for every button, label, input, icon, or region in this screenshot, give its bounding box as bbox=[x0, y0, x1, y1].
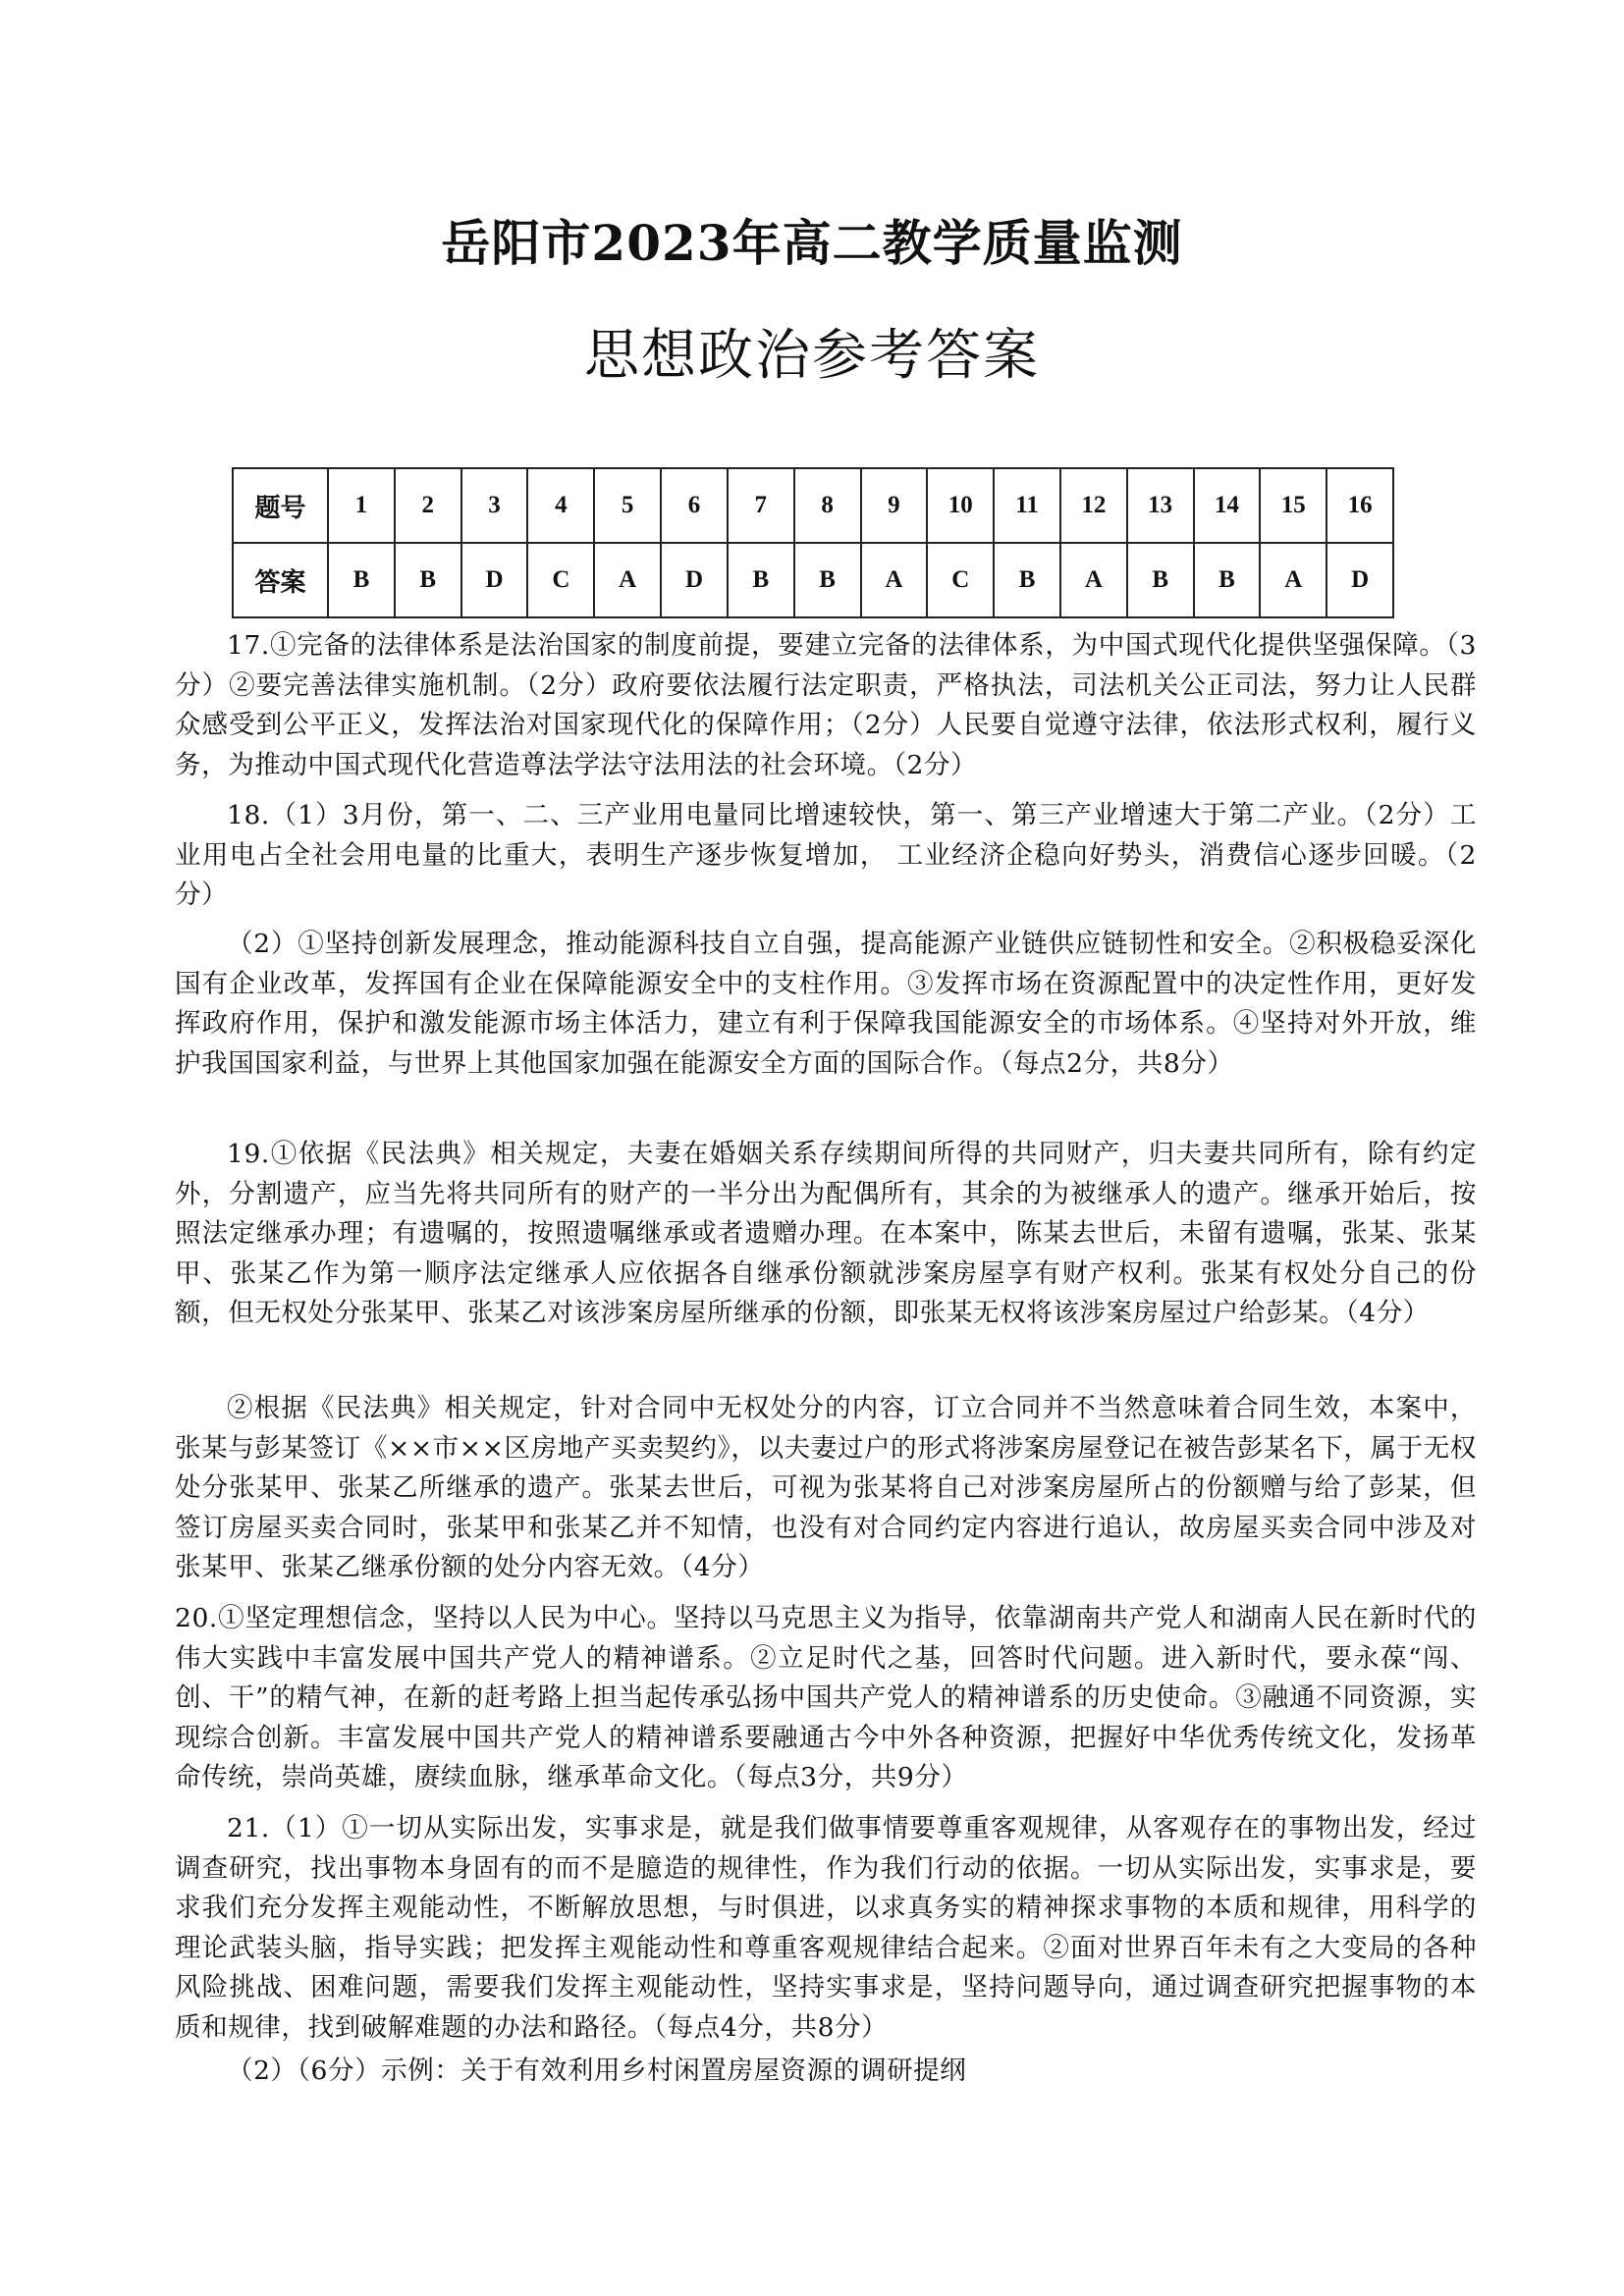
answer-cell: D bbox=[461, 543, 528, 617]
answer-label: 答案 bbox=[233, 543, 328, 617]
question-number: 5 bbox=[594, 468, 661, 543]
question-number-label: 题号 bbox=[233, 468, 328, 543]
answer-cell: B bbox=[328, 543, 395, 617]
question-number: 3 bbox=[461, 468, 528, 543]
answer-table bbox=[232, 467, 1394, 618]
answer-cell: B bbox=[728, 543, 794, 617]
question-number: 13 bbox=[1127, 468, 1194, 543]
answer-cell: D bbox=[661, 543, 728, 617]
answer-17: 17.①完备的法律体系是法治国家的制度前提，要建立完备的法律体系，为中国式现代化提供坚强保障。（3分）②要完善法律实施机制。（2分）政府要依法履行法定职责，严格执法，司法机关公正司法，努力让人民群众感受到公平正义，发挥法治对国家现代化的保障作用；（2分）人民要自觉遵守法律，依法形式权利，履行义务，为推动中国式现代化营造尊法学法守法用法的社会环境。（2分） bbox=[175, 630, 1477, 780]
answer-21-part-2: （2）（6分）示例：关于有效利用乡村闲置房屋资源的调研提纲 bbox=[227, 2056, 967, 2086]
question-number: 14 bbox=[1194, 468, 1261, 543]
question-number: 1 bbox=[328, 468, 395, 543]
answer-cell: C bbox=[927, 543, 994, 617]
answer-cell: B bbox=[1194, 543, 1261, 617]
answer-19-part-2: ②根据《民法典》相关规定，针对合同中无权处分的内容，订立合同并不当然意味着合同生效，本案中，张某与彭某签订《××市××区房地产买卖契约》，以夫妻过户的形式将涉案房屋登记在被告彭某名下，属于无权处分张某甲、张某乙所继承的遗产。张某去世后，可视为张某将自己对涉案房屋所占的份额赠与给了彭某，但签订房屋买卖合同时，张某甲和张某乙并不知情，也没有对合同约定内容进行追认，故房屋买卖合同中涉及对张某甲、张某乙继承份额的处分内容无效。（4分） bbox=[175, 1393, 1477, 1582]
answer-18-part-2: （2）①坚持创新发展理念，推动能源科技自立自强，提高能源产业链供应链韧性和安全。②积极稳妥深化国有企业改革，发挥国有企业在保障能源安全中的支柱作用。③发挥市场在资源配置中的决定性作用，更好发挥政府作用，保护和激发能源市场主体活力，建立有利于保障我国能源安全的市场体系。④坚持对外开放，维护我国国家利益，与世界上其他国家加强在能源安全方面的国际合作。（每点2分，共8分） bbox=[175, 929, 1477, 1079]
answer-cell: B bbox=[1127, 543, 1194, 617]
question-number: 16 bbox=[1326, 468, 1393, 543]
answer-cell: A bbox=[1260, 543, 1326, 617]
answer-cell: B bbox=[994, 543, 1060, 617]
answer-19-part-1: 19.①依据《民法典》相关规定，夫妻在婚姻关系存续期间所得的共同财产，归夫妻共同所有，除有约定外，分割遗产，应当先将共同所有的财产的一半分出为配偶所有，其余的为被继承人的遗产。继承开始后，按照法定继承办理；有遗嘱的，按照遗嘱继承或者遗赠办理。在本案中，陈某去世后，未留有遗嘱，张某、张某甲、张某乙作为第一顺序法定继承人应依据各自继承份额就涉案房屋享有财产权利。张某有权处分自己的份额，但无权处分张某甲、张某乙对该涉案房屋所继承的份额，即张某无权将该涉案房屋过户给彭某。（4分） bbox=[175, 1139, 1477, 1328]
answer-row bbox=[233, 543, 1393, 617]
question-number: 7 bbox=[728, 468, 794, 543]
answer-cell: A bbox=[1060, 543, 1127, 617]
answer-key-title: 思想政治参考答案 bbox=[584, 324, 1040, 388]
answer-cell: C bbox=[527, 543, 594, 617]
answer-18-part-1: 18.（1）3月份，第一、二、三产业用电量同比增速较快，第一、第三产业增速大于第二产业。（2分）工业用电占全社会用电量的比重大，表明生产逐步恢复增加， 工业经济企稳向好势头，消费信心逐步回暖。（2分） bbox=[175, 800, 1477, 910]
question-number: 10 bbox=[927, 468, 994, 543]
question-number: 15 bbox=[1260, 468, 1326, 543]
exam-title: 岳阳市2023年高二教学质量监测 bbox=[441, 214, 1183, 272]
question-number: 8 bbox=[794, 468, 861, 543]
answer-cell: A bbox=[594, 543, 661, 617]
answer-cell: D bbox=[1326, 543, 1393, 617]
question-number: 4 bbox=[527, 468, 594, 543]
answer-cell: B bbox=[794, 543, 861, 617]
question-number: 12 bbox=[1060, 468, 1127, 543]
question-number: 6 bbox=[661, 468, 728, 543]
question-number: 2 bbox=[395, 468, 461, 543]
answer-cell: B bbox=[395, 543, 461, 617]
question-number-row bbox=[233, 468, 1393, 543]
question-number: 11 bbox=[994, 468, 1060, 543]
answer-21-part-1: 21.（1）①一切从实际出发，实事求是，就是我们做事情要尊重客观规律，从客观存在的事物出发，经过调查研究，找出事物本身固有的而不是臆造的规律性，作为我们行动的依据。一切从实际出发，实事求是，要求我们充分发挥主观能动性，不断解放思想，与时俱进，以求真务实的精神探求事物的本质和规律，用科学的理论武装头脑，指导实践；把发挥主观能动性和尊重客观规律结合起来。②面对世界百年未有之大变局的各种风险挑战、困难问题，需要我们发挥主观能动性，坚持实事求是，坚持问题导向，通过调查研究把握事物的本质和规律，找到破解难题的办法和路径。（每点4分，共8分） bbox=[175, 1813, 1477, 2043]
answer-cell: A bbox=[861, 543, 928, 617]
question-number: 9 bbox=[861, 468, 928, 543]
answer-20: 20.①坚定理想信念，坚持以人民为中心。坚持以马克思主义为指导，依靠湖南共产党人和湖南人民在新时代的伟大实践中丰富发展中国共产党人的精神谱系。②立足时代之基，回答时代问题。进入新时代，要永葆“闯、创、干”的精气神，在新的赶考路上担当起传承弘扬中国共产党人的精神谱系的历史使命。③融通不同资源，实现综合创新。丰富发展中国共产党人的精神谱系要融通古今中外各种资源，把握好中华优秀传统文化，发扬革命传统，崇尚英雄，赓续血脉，继承革命文化。（每点3分，共9分） bbox=[175, 1603, 1477, 1792]
